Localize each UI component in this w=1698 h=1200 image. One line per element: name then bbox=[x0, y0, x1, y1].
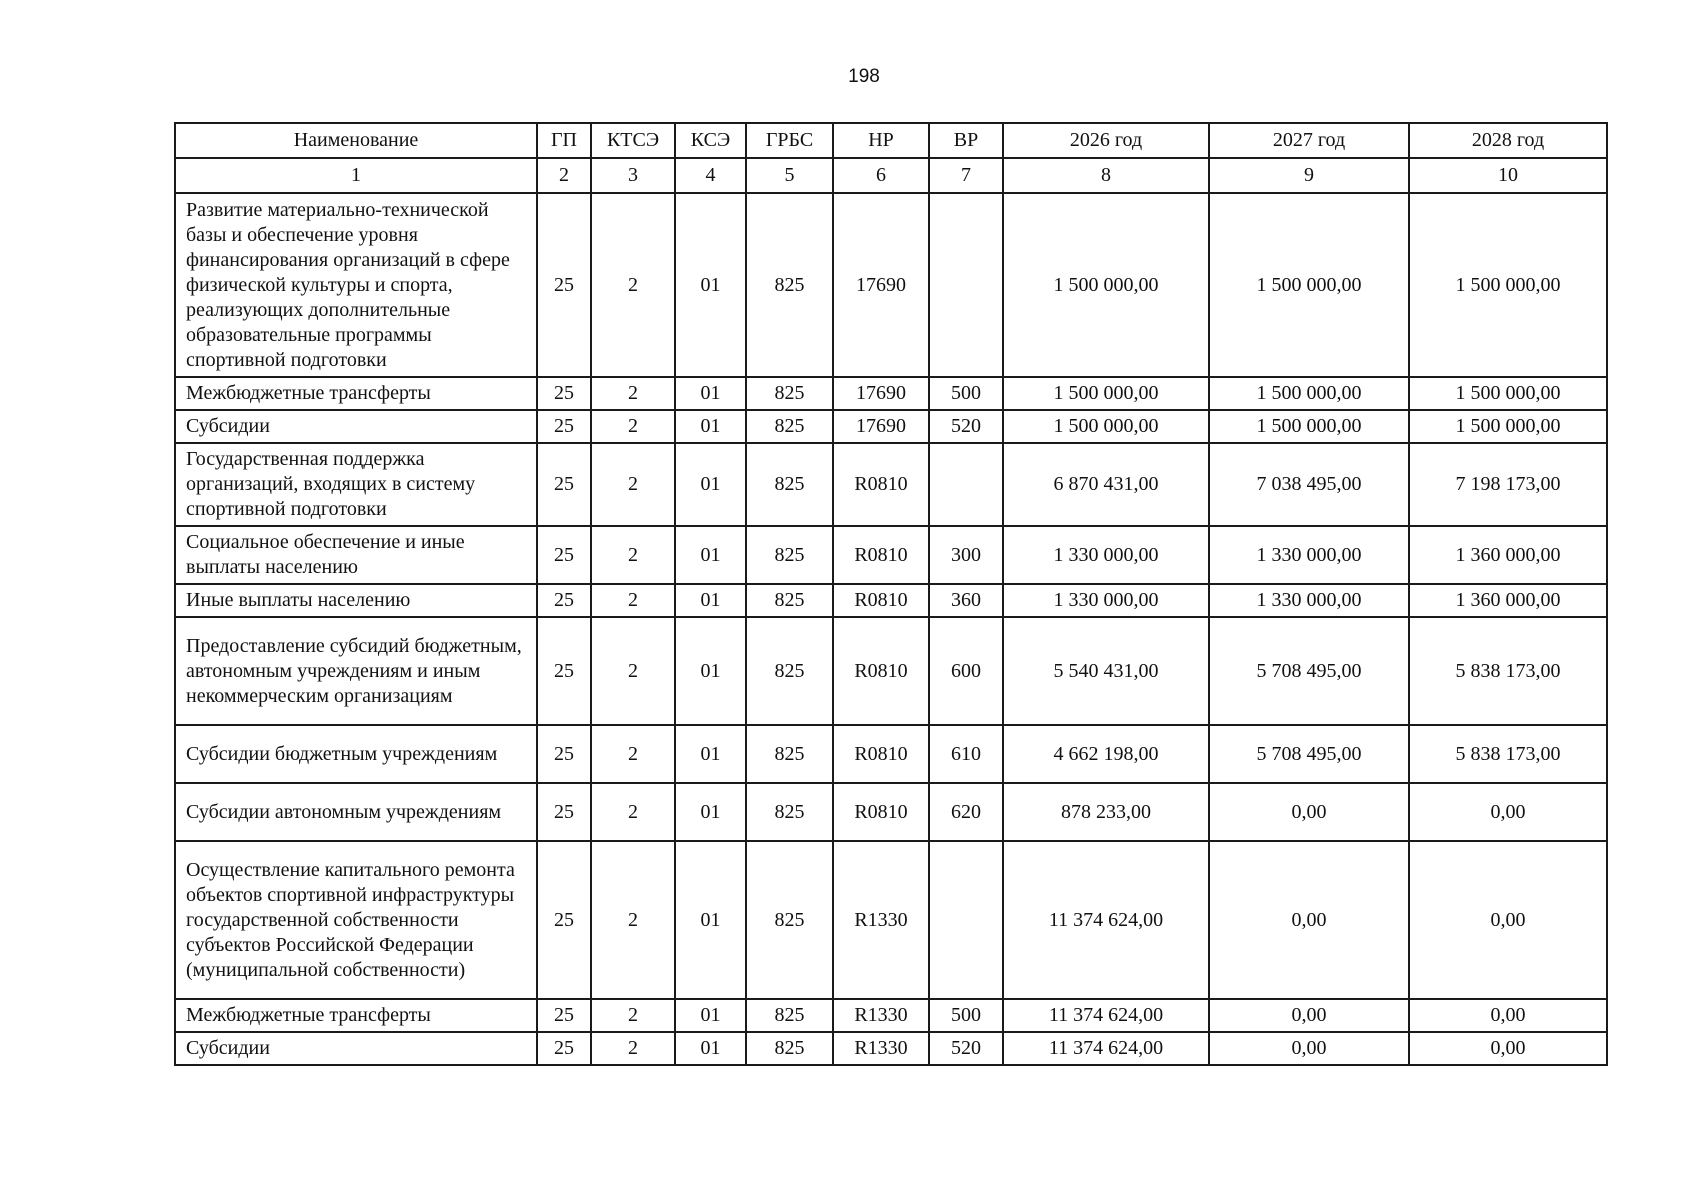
amount-2026-cell: 1 500 000,00 bbox=[1003, 193, 1209, 377]
amount-2027-cell: 1 500 000,00 bbox=[1209, 410, 1409, 443]
kse-cell: 01 bbox=[675, 193, 746, 377]
ktse-cell: 2 bbox=[591, 584, 675, 617]
amount-2027-cell: 1 330 000,00 bbox=[1209, 584, 1409, 617]
amount-2026-cell: 1 330 000,00 bbox=[1003, 584, 1209, 617]
amount-2026-cell: 6 870 431,00 bbox=[1003, 443, 1209, 526]
header-gp: ГП bbox=[537, 123, 591, 158]
grbs-cell: 825 bbox=[746, 999, 833, 1032]
amount-2026-cell: 11 374 624,00 bbox=[1003, 1032, 1209, 1065]
header-nr: НР bbox=[833, 123, 929, 158]
nr-cell: R1330 bbox=[833, 999, 929, 1032]
column-number: 10 bbox=[1409, 158, 1607, 193]
amount-2026-cell: 1 330 000,00 bbox=[1003, 526, 1209, 584]
amount-2027-cell: 0,00 bbox=[1209, 841, 1409, 999]
column-number: 7 bbox=[929, 158, 1003, 193]
column-number: 6 bbox=[833, 158, 929, 193]
nr-cell: R1330 bbox=[833, 1032, 929, 1065]
ktse-cell: 2 bbox=[591, 193, 675, 377]
amount-2028-cell: 1 500 000,00 bbox=[1409, 377, 1607, 410]
table-row bbox=[175, 999, 1607, 1032]
amount-2026-cell: 5 540 431,00 bbox=[1003, 617, 1209, 725]
ktse-cell: 2 bbox=[591, 377, 675, 410]
amount-2026-cell: 11 374 624,00 bbox=[1003, 841, 1209, 999]
amount-2027-cell: 0,00 bbox=[1209, 783, 1409, 841]
nr-cell: R0810 bbox=[833, 617, 929, 725]
gp-cell: 25 bbox=[537, 377, 591, 410]
column-number: 9 bbox=[1209, 158, 1409, 193]
grbs-cell: 825 bbox=[746, 526, 833, 584]
gp-cell: 25 bbox=[537, 443, 591, 526]
ktse-cell: 2 bbox=[591, 783, 675, 841]
ktse-cell: 2 bbox=[591, 999, 675, 1032]
amount-2027-cell: 5 708 495,00 bbox=[1209, 617, 1409, 725]
nr-cell: R0810 bbox=[833, 725, 929, 783]
nr-cell: R0810 bbox=[833, 783, 929, 841]
table-row bbox=[175, 443, 1607, 526]
amount-2028-cell: 5 838 173,00 bbox=[1409, 725, 1607, 783]
nr-cell: R1330 bbox=[833, 841, 929, 999]
ktse-cell: 2 bbox=[591, 1032, 675, 1065]
amount-2027-cell: 1 500 000,00 bbox=[1209, 193, 1409, 377]
vr-cell: 520 bbox=[929, 410, 1003, 443]
nr-cell: R0810 bbox=[833, 526, 929, 584]
ktse-cell: 2 bbox=[591, 617, 675, 725]
table-row bbox=[175, 783, 1607, 841]
amount-2026-cell: 4 662 198,00 bbox=[1003, 725, 1209, 783]
ktse-cell: 2 bbox=[591, 443, 675, 526]
amount-2027-cell: 7 038 495,00 bbox=[1209, 443, 1409, 526]
row-name: Субсидии bbox=[175, 410, 537, 443]
row-name: Иные выплаты населению bbox=[175, 584, 537, 617]
grbs-cell: 825 bbox=[746, 584, 833, 617]
vr-cell bbox=[929, 193, 1003, 377]
ktse-cell: 2 bbox=[591, 410, 675, 443]
vr-cell: 500 bbox=[929, 377, 1003, 410]
amount-2026-cell: 1 500 000,00 bbox=[1003, 410, 1209, 443]
kse-cell: 01 bbox=[675, 725, 746, 783]
amount-2028-cell: 1 500 000,00 bbox=[1409, 193, 1607, 377]
vr-cell: 600 bbox=[929, 617, 1003, 725]
vr-cell: 500 bbox=[929, 999, 1003, 1032]
column-number: 4 bbox=[675, 158, 746, 193]
amount-2028-cell: 1 360 000,00 bbox=[1409, 526, 1607, 584]
amount-2028-cell: 5 838 173,00 bbox=[1409, 617, 1607, 725]
amount-2028-cell: 0,00 bbox=[1409, 999, 1607, 1032]
vr-cell bbox=[929, 443, 1003, 526]
table-row bbox=[175, 725, 1607, 783]
row-name: Субсидии bbox=[175, 1032, 537, 1065]
gp-cell: 25 bbox=[537, 193, 591, 377]
gp-cell: 25 bbox=[537, 410, 591, 443]
nr-cell: R0810 bbox=[833, 584, 929, 617]
header-name: Наименование bbox=[175, 123, 537, 158]
row-name: Государственная поддержка организаций, входящих в систему спортивной подготовки bbox=[175, 443, 537, 526]
gp-cell: 25 bbox=[537, 584, 591, 617]
column-number: 8 bbox=[1003, 158, 1209, 193]
amount-2027-cell: 1 500 000,00 bbox=[1209, 377, 1409, 410]
row-name: Межбюджетные трансферты bbox=[175, 377, 537, 410]
row-name: Межбюджетные трансферты bbox=[175, 999, 537, 1032]
grbs-cell: 825 bbox=[746, 410, 833, 443]
kse-cell: 01 bbox=[675, 526, 746, 584]
nr-cell: 17690 bbox=[833, 377, 929, 410]
table-row bbox=[175, 617, 1607, 725]
grbs-cell: 825 bbox=[746, 783, 833, 841]
table-row bbox=[175, 410, 1607, 443]
grbs-cell: 825 bbox=[746, 193, 833, 377]
row-name: Субсидии бюджетным учреждениям bbox=[175, 725, 537, 783]
header-2028: 2028 год bbox=[1409, 123, 1607, 158]
gp-cell: 25 bbox=[537, 725, 591, 783]
amount-2028-cell: 0,00 bbox=[1409, 841, 1607, 999]
gp-cell: 25 bbox=[537, 617, 591, 725]
gp-cell: 25 bbox=[537, 526, 591, 584]
header-vr: ВР bbox=[929, 123, 1003, 158]
header-2026: 2026 год bbox=[1003, 123, 1209, 158]
kse-cell: 01 bbox=[675, 841, 746, 999]
amount-2026-cell: 1 500 000,00 bbox=[1003, 377, 1209, 410]
grbs-cell: 825 bbox=[746, 443, 833, 526]
header-ktse: КТСЭ bbox=[591, 123, 675, 158]
table-row bbox=[175, 1032, 1607, 1065]
kse-cell: 01 bbox=[675, 617, 746, 725]
vr-cell: 360 bbox=[929, 584, 1003, 617]
column-number-row bbox=[175, 158, 1607, 193]
row-name: Социальное обеспечение и иные выплаты населению bbox=[175, 526, 537, 584]
gp-cell: 25 bbox=[537, 841, 591, 999]
column-number: 3 bbox=[591, 158, 675, 193]
row-name: Субсидии автономным учреждениям bbox=[175, 783, 537, 841]
table-body bbox=[175, 193, 1607, 1065]
kse-cell: 01 bbox=[675, 999, 746, 1032]
column-number: 1 bbox=[175, 158, 537, 193]
amount-2028-cell: 1 360 000,00 bbox=[1409, 584, 1607, 617]
header-grbs: ГРБС bbox=[746, 123, 833, 158]
table-row bbox=[175, 584, 1607, 617]
amount-2028-cell: 1 500 000,00 bbox=[1409, 410, 1607, 443]
kse-cell: 01 bbox=[675, 377, 746, 410]
ktse-cell: 2 bbox=[591, 725, 675, 783]
table-row bbox=[175, 193, 1607, 377]
vr-cell: 620 bbox=[929, 783, 1003, 841]
amount-2028-cell: 7 198 173,00 bbox=[1409, 443, 1607, 526]
column-number: 2 bbox=[537, 158, 591, 193]
kse-cell: 01 bbox=[675, 410, 746, 443]
kse-cell: 01 bbox=[675, 1032, 746, 1065]
grbs-cell: 825 bbox=[746, 377, 833, 410]
header-kse: КСЭ bbox=[675, 123, 746, 158]
vr-cell bbox=[929, 841, 1003, 999]
grbs-cell: 825 bbox=[746, 1032, 833, 1065]
grbs-cell: 825 bbox=[746, 617, 833, 725]
page-number: 198 bbox=[848, 66, 880, 87]
table-row bbox=[175, 526, 1607, 584]
nr-cell: 17690 bbox=[833, 193, 929, 377]
ktse-cell: 2 bbox=[591, 526, 675, 584]
table-header bbox=[175, 123, 1607, 193]
vr-cell: 300 bbox=[929, 526, 1003, 584]
amount-2027-cell: 0,00 bbox=[1209, 999, 1409, 1032]
kse-cell: 01 bbox=[675, 584, 746, 617]
amount-2026-cell: 878 233,00 bbox=[1003, 783, 1209, 841]
gp-cell: 25 bbox=[537, 783, 591, 841]
ktse-cell: 2 bbox=[591, 841, 675, 999]
header-row bbox=[175, 123, 1607, 158]
amount-2028-cell: 0,00 bbox=[1409, 1032, 1607, 1065]
header-2027: 2027 год bbox=[1209, 123, 1409, 158]
kse-cell: 01 bbox=[675, 783, 746, 841]
gp-cell: 25 bbox=[537, 999, 591, 1032]
amount-2028-cell: 0,00 bbox=[1409, 783, 1607, 841]
table-row bbox=[175, 841, 1607, 999]
column-number: 5 bbox=[746, 158, 833, 193]
nr-cell: R0810 bbox=[833, 443, 929, 526]
grbs-cell: 825 bbox=[746, 725, 833, 783]
kse-cell: 01 bbox=[675, 443, 746, 526]
nr-cell: 17690 bbox=[833, 410, 929, 443]
row-name: Развитие материально-технической базы и обеспечение уровня финансирования организаций в сфере физической культуры и спорта, реализующих дополнительные образовательные программы спортивной подготовки bbox=[175, 193, 537, 377]
row-name: Осуществление капитального ремонта объектов спортивной инфраструктуры государственной собственности субъектов Российской Федерации (муниципальной собственности) bbox=[175, 841, 537, 999]
amount-2027-cell: 0,00 bbox=[1209, 1032, 1409, 1065]
row-name: Предоставление субсидий бюджетным, автономным учреждениям и иным некоммерческим организациям bbox=[175, 617, 537, 725]
amount-2026-cell: 11 374 624,00 bbox=[1003, 999, 1209, 1032]
table-row bbox=[175, 377, 1607, 410]
amount-2027-cell: 1 330 000,00 bbox=[1209, 526, 1409, 584]
budget-table bbox=[174, 122, 1608, 1066]
grbs-cell: 825 bbox=[746, 841, 833, 999]
vr-cell: 520 bbox=[929, 1032, 1003, 1065]
vr-cell: 610 bbox=[929, 725, 1003, 783]
amount-2027-cell: 5 708 495,00 bbox=[1209, 725, 1409, 783]
gp-cell: 25 bbox=[537, 1032, 591, 1065]
